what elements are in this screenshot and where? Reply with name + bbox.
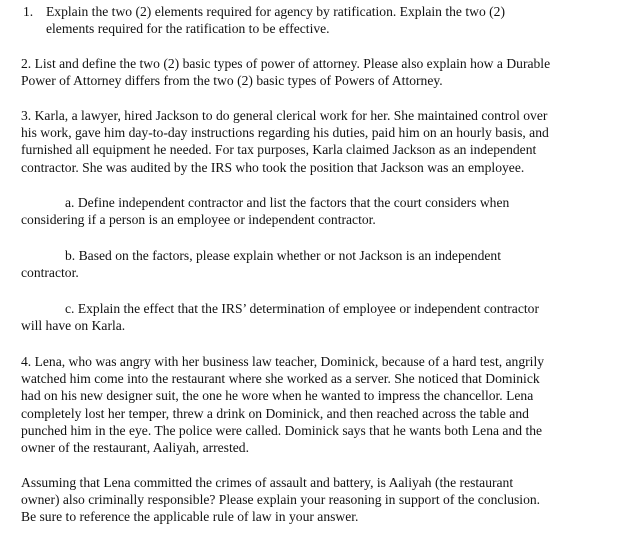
- question-3-line: 3. Karla, a lawyer, hired Jackson to do general clerical work for her. She maintained control over: [21, 108, 548, 123]
- question-3b-line: contractor.: [21, 265, 79, 281]
- question-3a-text: a. Define independent contractor and list the factors that the court considers when: [65, 195, 510, 210]
- question-3a: [21, 194, 621, 228]
- question-1-number: 1.: [23, 4, 34, 19]
- question-1-line: elements required for the ratification to be effective.: [46, 21, 330, 37]
- question-3a-line: considering if a person is an employee or independent contractor.: [21, 212, 376, 228]
- question-1-text: [23, 3, 613, 37]
- question-4-prompt-line: owner) also criminally responsible? Please explain your reasoning in support of the conclusion.: [21, 492, 541, 508]
- question-4-line: 4. Lena, who was angry with her business law teacher, Dominick, because of a hard test, angrily: [21, 354, 545, 369]
- question-3c-line: will have on Karla.: [21, 318, 126, 334]
- question-3-line: his work, gave him day-to-day instructions regarding his duties, paid him on an hourly basis, and: [21, 125, 549, 141]
- question-2-line: Power of Attorney differs from the two (2) basic types of Powers of Attorney.: [21, 73, 443, 89]
- question-4-line: watched him come into the restaurant where she worked as a server. She noticed that Dominick: [21, 371, 540, 387]
- question-3c-line: [21, 300, 621, 317]
- question-3: [21, 107, 621, 176]
- question-3b: [21, 247, 621, 281]
- question-2-line: 2. List and define the two (2) basic types of power of attorney. Please also explain how a Durable: [21, 56, 551, 71]
- question-2: [21, 55, 621, 89]
- question-3b-line: [21, 247, 621, 264]
- question-4: [21, 353, 621, 456]
- question-1: [23, 3, 613, 37]
- question-3c: [21, 300, 621, 334]
- question-4-line: completely lost her temper, threw a drink on Dominick, and then reached across the table and: [21, 405, 529, 421]
- question-4-line: had on his new designer suit, the one he wore when he wanted to impress the chancellor. Lena: [21, 388, 534, 404]
- question-1-line: Explain the two (2) elements required for agency by ratification. Explain the two (2): [46, 4, 506, 19]
- question-3-line: furnished all equipment he needed. For tax purposes, Karla claimed Jackson as an independent: [21, 142, 537, 158]
- question-3b-text: b. Based on the factors, please explain whether or not Jackson is an independent: [65, 248, 502, 263]
- question-3c-text: c. Explain the effect that the IRS’ determination of employee or independent contractor: [65, 301, 539, 316]
- question-3-line: contractor. She was audited by the IRS who took the position that Jackson was an employee.: [21, 159, 525, 175]
- question-4-prompt: [21, 474, 621, 526]
- question-4-line: owner of the restaurant, Aaliyah, arrested.: [21, 440, 249, 456]
- question-3a-line: [21, 194, 621, 211]
- question-4-prompt-line: Be sure to reference the applicable rule of law in your answer.: [21, 509, 359, 525]
- question-4-line: punched him in the eye. The police were called. Dominick says that he wants both Lena and the: [21, 422, 543, 438]
- question-4-prompt-line: Assuming that Lena committed the crimes of assault and battery, is Aaliyah (the restaurant: [21, 475, 514, 490]
